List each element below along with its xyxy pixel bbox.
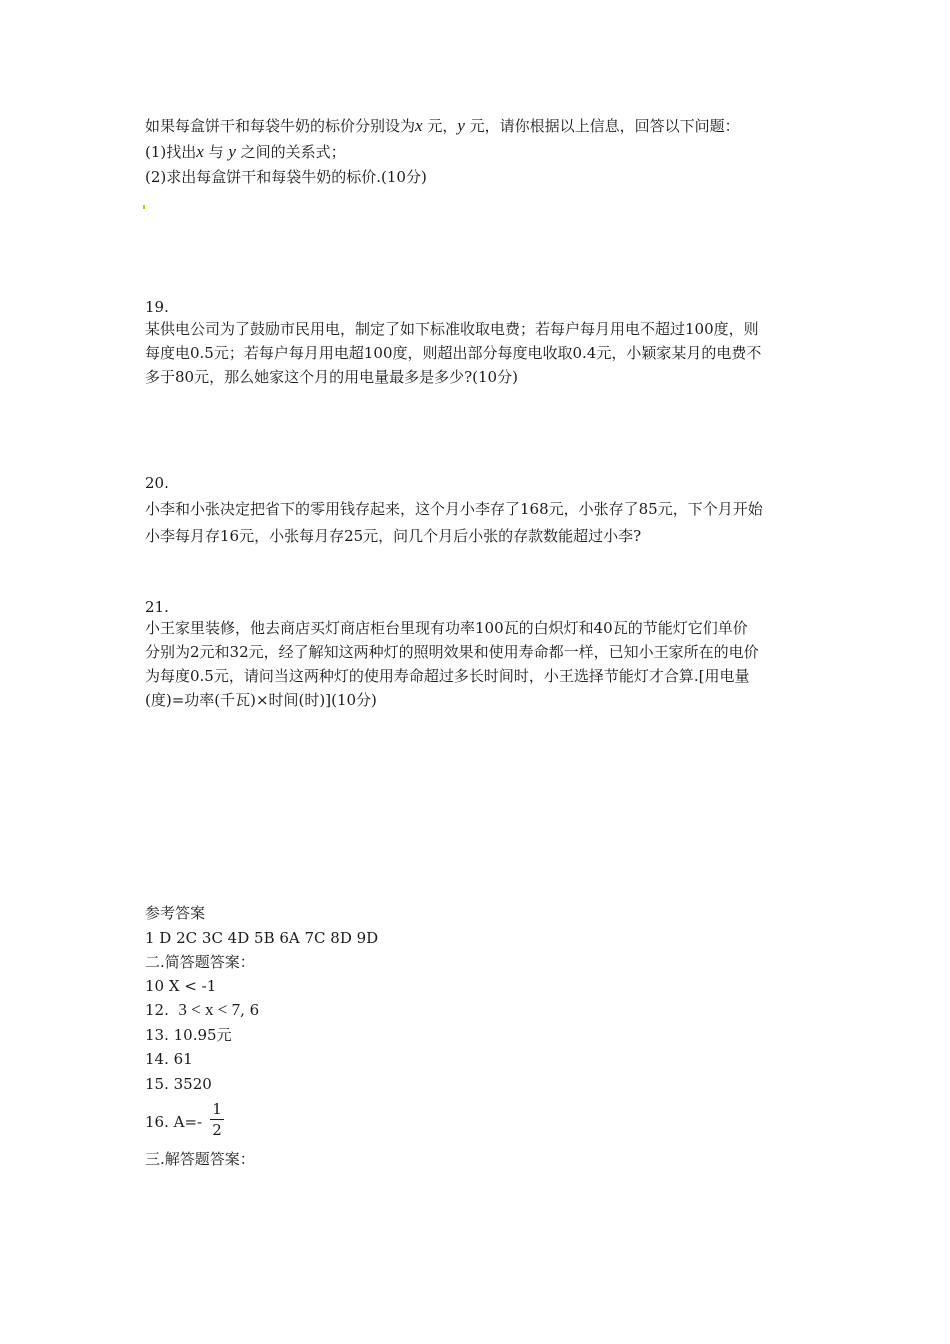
q20-line: 小李和小张决定把省下的零用钱存起来，这个月小李存了168元，小张存了85元，下个月开始: [145, 500, 763, 518]
q21-line: 小王家里装修，他去商店买灯商店柜台里现有功率100瓦的白炽灯和40瓦的节能灯它们单价: [145, 619, 748, 637]
answer-12-tail: , 6: [240, 1001, 260, 1019]
answer-12: [145, 1000, 259, 1020]
q18-part1-b: 与: [203, 143, 229, 161]
q19-line: 某供电公司为了鼓励市民用电，制定了如下标准收取电费；若每户每月用电不超过100度，则: [145, 320, 759, 338]
q21-line: 为每度0.5元，请问当这两种灯的使用寿命超过多长时间时，小王选择节能灯才合算.[用电量: [145, 667, 750, 685]
q20-line: 小李每月存16元，小张每月存25元，问几个月后小张的存款数能超过小李?: [145, 527, 642, 545]
answer-13: 13. 10.95元: [145, 1026, 232, 1044]
q18-part1-c: 之间的关系式；: [235, 143, 346, 161]
answer-12-inequality: 3 < x < 7: [178, 1000, 241, 1019]
fraction-bar: [210, 1119, 224, 1120]
q20-number: 20.: [145, 474, 169, 492]
q19-line: 每度电0.5元；若每户每月用电超100度，则超出部分每度电收取0.4元，小颖家某月的电费不: [145, 344, 762, 362]
answers-title: 参考答案: [145, 904, 206, 922]
fraction-numerator: 1: [212, 1100, 222, 1118]
q21-line: 分别为2元和32元，经了解知这两种灯的照明效果和使用寿命都一样，已知小王家所在的电价: [145, 643, 759, 661]
answer-16: 16. A=-: [145, 1113, 203, 1131]
answer-10: 10 X < -1: [145, 977, 217, 995]
q18-text-c: 元，请你根据以上信息，回答以下问题：: [464, 117, 740, 135]
answers-multiple-choice: 1 D 2C 3C 4D 5B 6A 7C 8D 9D: [145, 929, 379, 947]
q21-line: (度)=功率(千瓦)×时间(时)](10分): [145, 691, 377, 709]
answer-15: 15. 3520: [145, 1075, 212, 1093]
answer-14: 14. 61: [145, 1050, 193, 1068]
q18-part1-a: (1)找出: [145, 143, 197, 161]
q18-part1: [145, 142, 346, 162]
var-x: x: [196, 142, 204, 161]
q18-part2: (2)求出每盒饼干和每袋牛奶的标价.(10分): [145, 168, 427, 186]
answer-16-fraction: [210, 1100, 224, 1139]
fraction-denominator: 2: [212, 1121, 222, 1139]
q18-text-a: 如果每盒饼干和每袋牛奶的标价分别设为: [145, 117, 416, 135]
q21-number: 21.: [145, 598, 169, 616]
q18-text-b: 元，: [422, 117, 458, 135]
answers-section-2-heading: 二.简答题答案：: [145, 953, 255, 971]
q19-number: 19.: [145, 298, 169, 316]
q18-intro-line: [145, 116, 740, 136]
var-y: y: [228, 142, 236, 161]
var-y: y: [457, 116, 465, 135]
q19-line: 多于80元，那么她家这个月的用电量最多是多少?(10分): [145, 368, 518, 386]
answers-section-3-heading: 三.解答题答案：: [145, 1150, 255, 1168]
stray-mark: [143, 205, 145, 209]
var-x: x: [415, 116, 423, 135]
answer-12-label: 12.: [145, 1001, 169, 1019]
